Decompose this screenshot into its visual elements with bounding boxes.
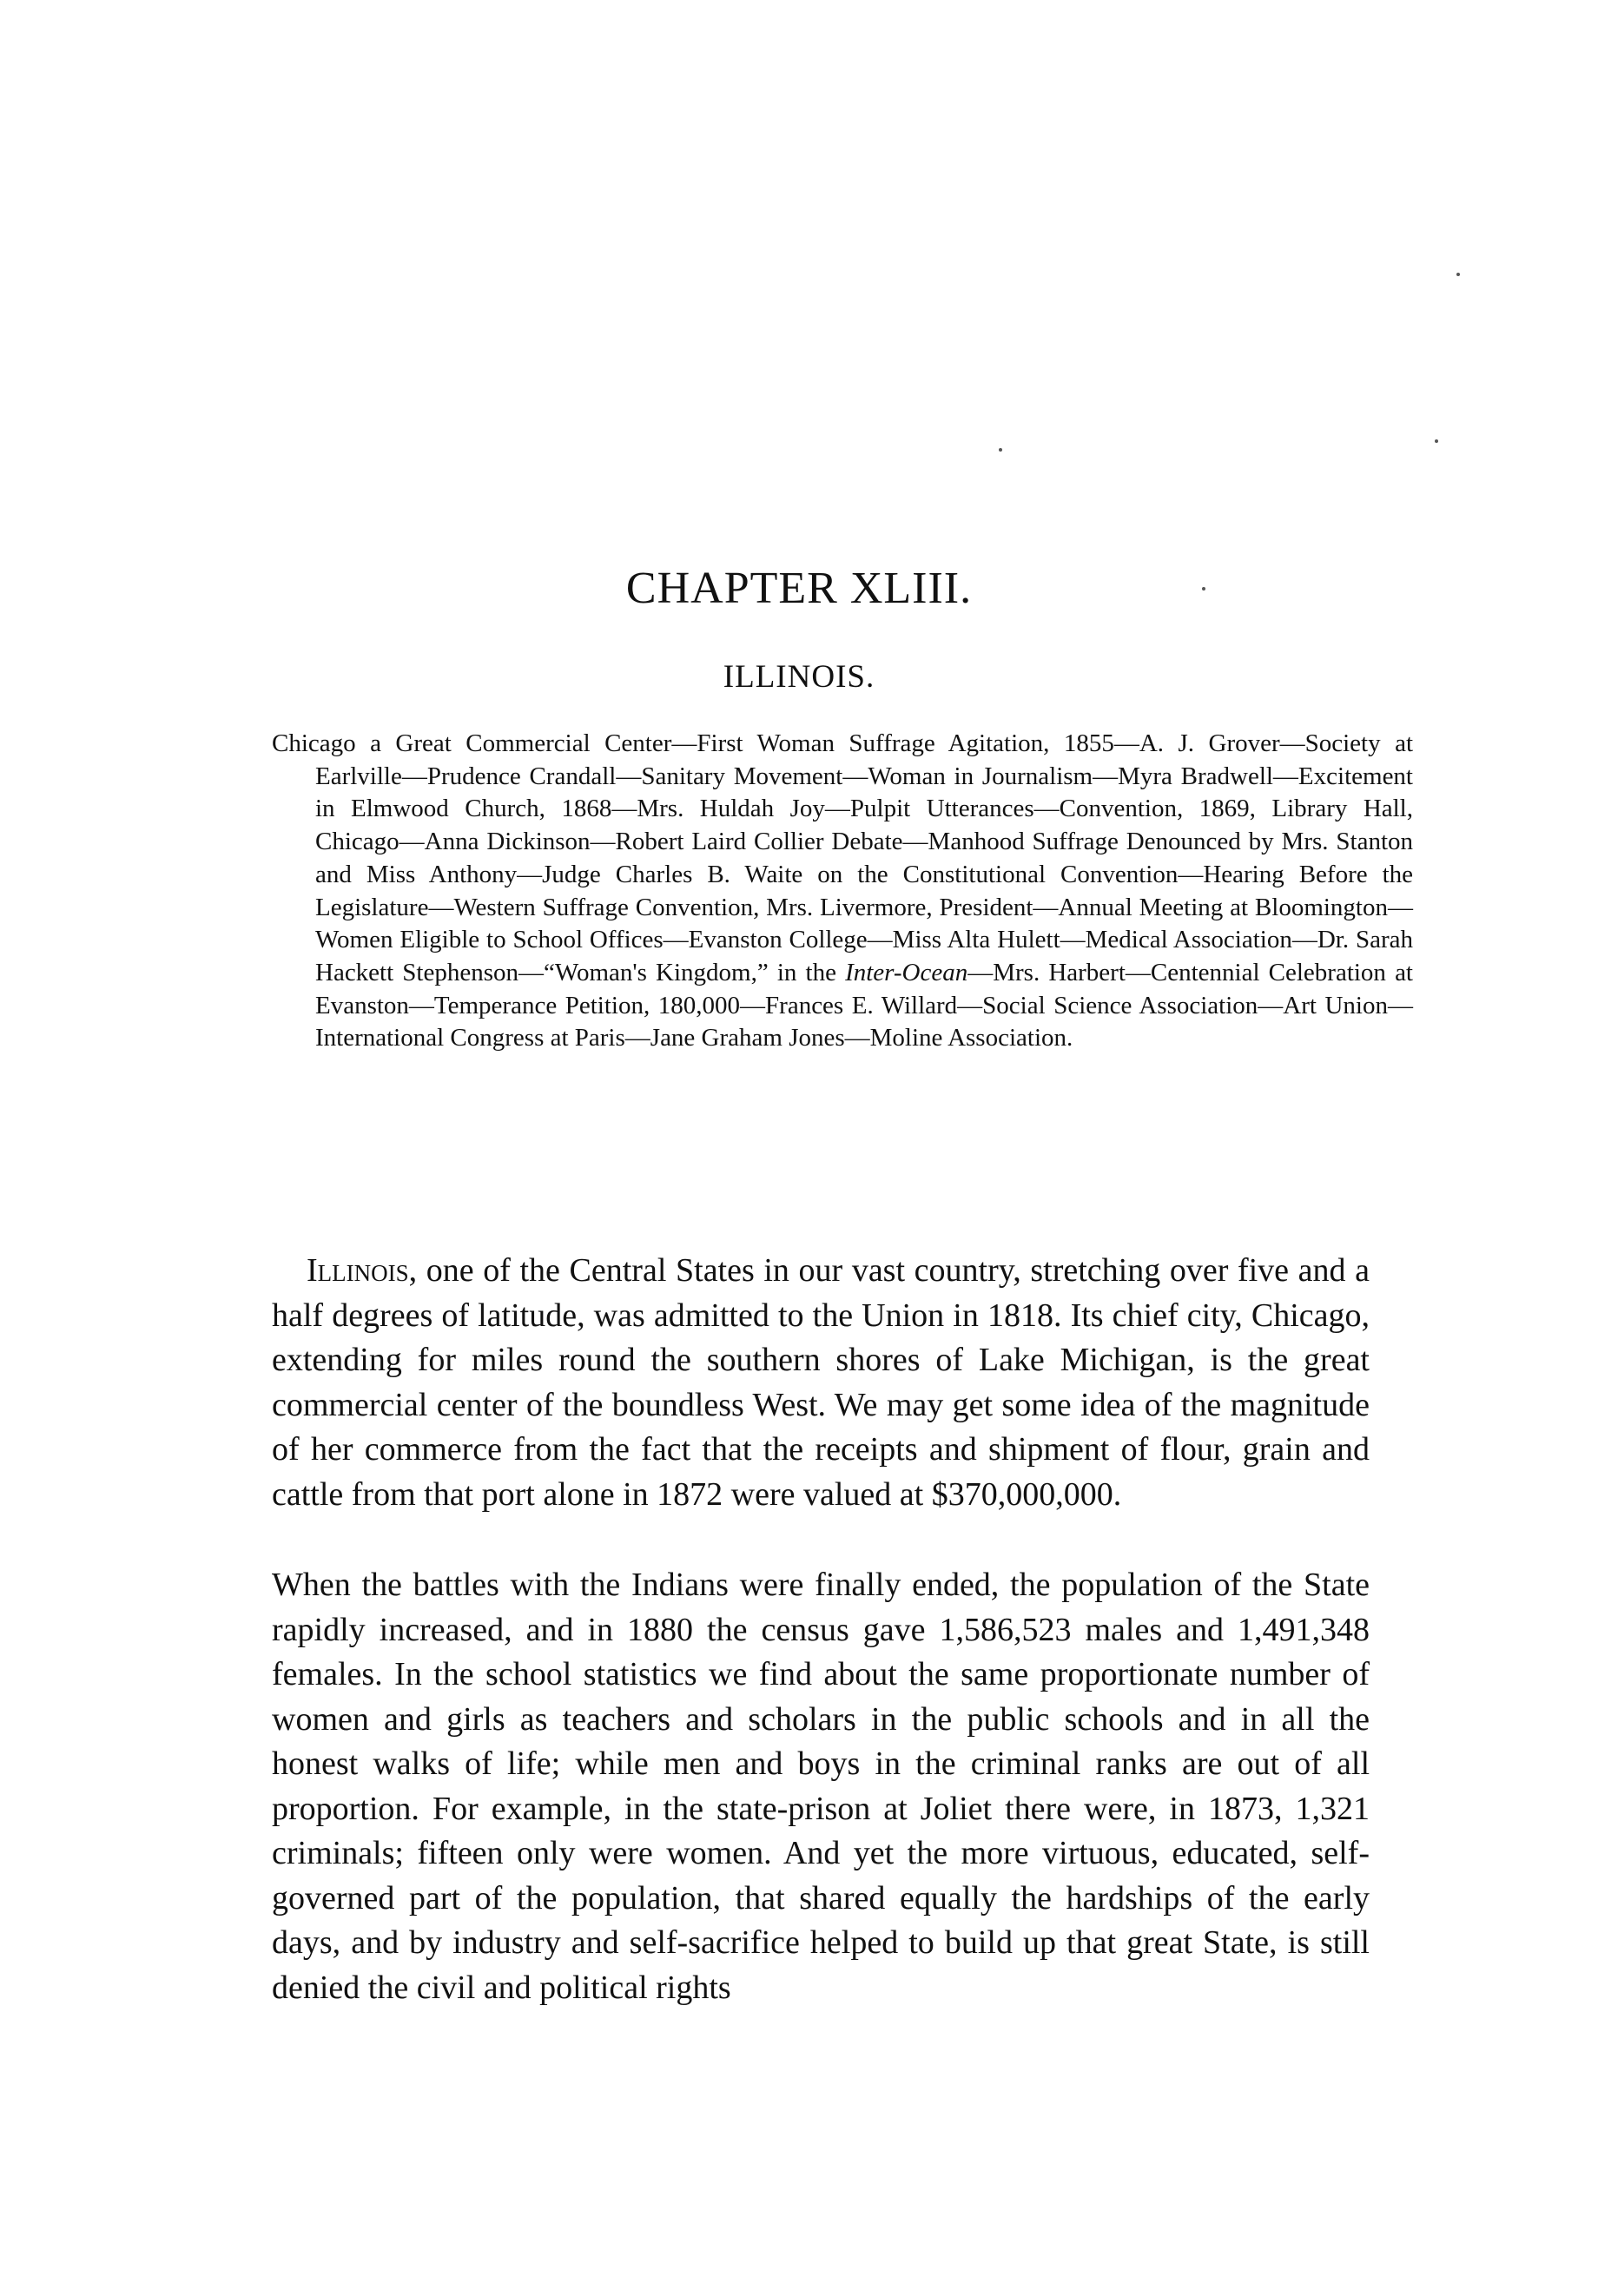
chapter-synopsis	[272, 728, 1413, 1055]
paragraph-1-text: , one of the Central States in our vast country, stretching over five and a half degrees of latitude, was admitted to the Union in 1818. Its chief city, Chicago, extending for miles round the southern shores of Lake Michigan, is the great commercial center of the boundless West. We may get some idea of the magnitude of her commerce from the fact that the receipts and shipment of flour, grain and cattle from that port alone in 1872 were valued at $370,000,000.	[272, 1252, 1370, 1513]
chapter-title: CHAPTER XLIII.	[625, 564, 973, 613]
synopsis-italic-newspaper-title: Inter-Ocean	[845, 958, 968, 986]
chapter-subject-heading: ILLINOIS.	[723, 659, 875, 695]
scan-speck	[999, 448, 1002, 452]
scan-speck	[1202, 587, 1205, 590]
scan-speck	[1435, 439, 1438, 443]
synopsis-text-part-2: —Mrs. Harbert—Centennial Celebration at Evanston—Temperance Petition, 180,000—Frances E. Willard—Social Science Association—Art Union—International Congress at Paris—Jane Graham Jones—Moline Association.	[315, 958, 1413, 1052]
body-paragraph-1	[272, 1249, 1370, 1517]
synopsis-text-part-1: Chicago a Great Commercial Center—First Woman Suffrage Agitation, 1855—A. J. Grover—Society at Earlville—Prudence Crandall—Sanitary Movement—Woman in Journalism—Myra Bradwell—Excitement in Elmwood Church, 1868—Mrs. Huldah Joy—Pulpit Utterances—Convention, 1869, Library Hall, Chicago—Anna Dickinson—Robert Laird Collier Debate—Manhood Suffrage Denounced by Mrs. Stanton and Miss Anthony—Judge Charles B. Waite on the Constitutional Convention—Hearing Before the Legislature—Western Suffrage Convention, Mrs. Livermore, President—Annual Meeting at Bloomington—Women Eligible to School Offices—Evanston College—Miss Alta Hulett—Medical Association—Dr. Sarah Hackett Stephenson—“Woman's Kingdom,” in the	[272, 729, 1413, 986]
body-paragraph-2: When the battles with the Indians were finally ended, the population of the State rapidly increased, and in 1880 the census gave 1,586,523 males and 1,491,348 females. In the school statistics we find about the same proportionate number of women and girls as teachers and scholars in the public schools and in all the honest walks of life; while men and boys in the criminal ranks are out of all proportion. For example, in the state-prison at Joliet there were, in 1873, 1,321 criminals; fifteen only were women. And yet the more virtuous, educated, self-governed part of the population, that shared equally the hardships of the early days, and by industry and self-sacrifice helped to build up that great State, is still denied the civil and political rights	[272, 1567, 1370, 2006]
scan-speck	[1456, 273, 1460, 276]
paragraph-1-lead-word: Illinois	[307, 1252, 409, 1289]
